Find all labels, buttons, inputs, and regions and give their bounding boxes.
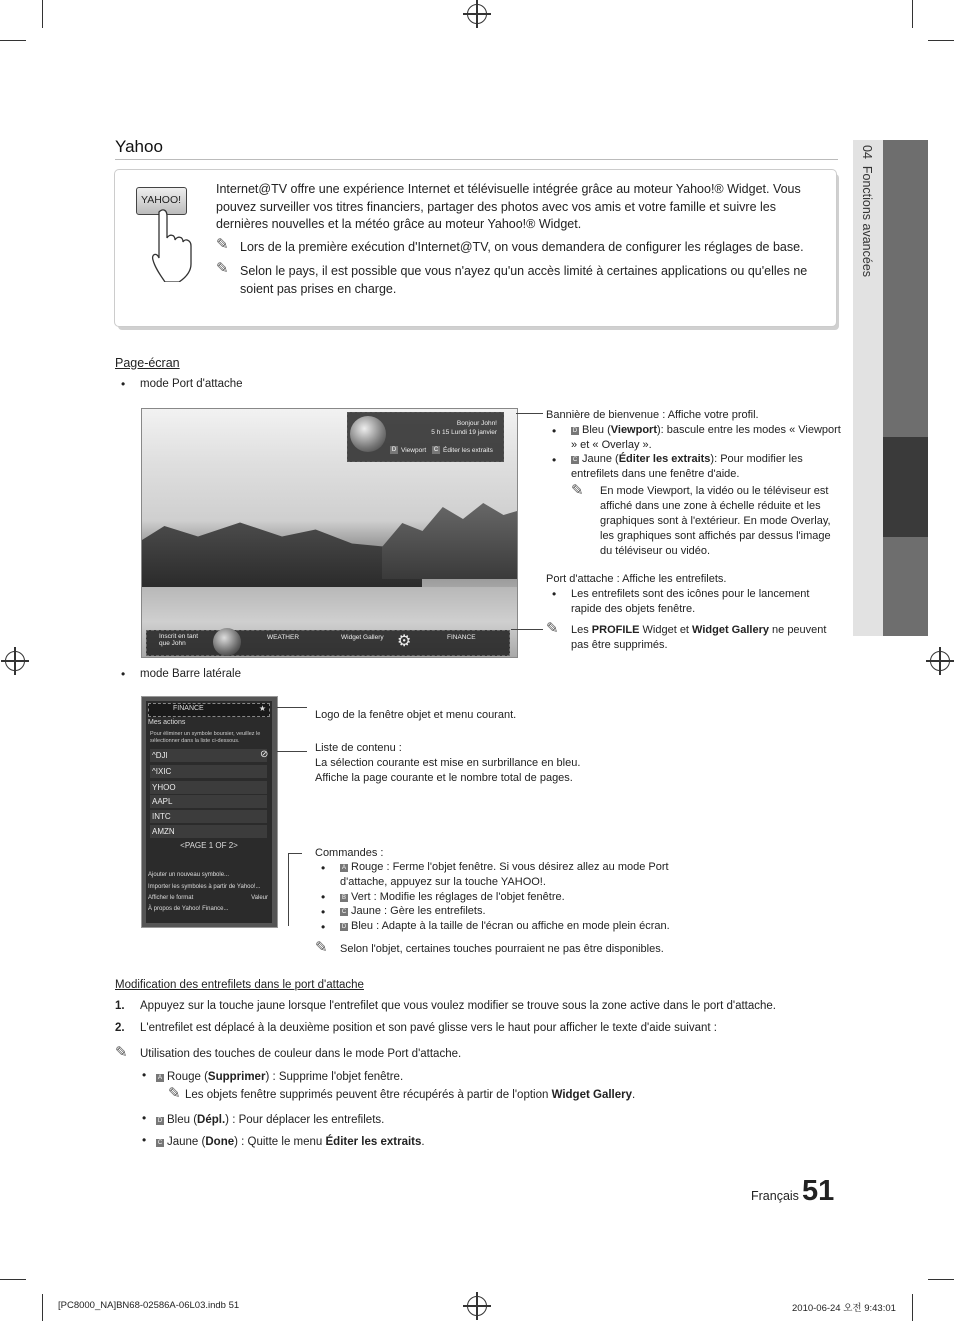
star-icon: ★ — [258, 704, 266, 713]
leader-line — [516, 413, 543, 414]
modify-blue: D Bleu (Dépl.) : Pour déplacer les entrefilets. — [157, 1114, 385, 1126]
content-line-2: Affiche la page courante et le nombre total de pages. — [315, 772, 573, 784]
greeting-text: Bonjour John! — [456, 420, 497, 427]
sidebar-panel — [146, 701, 272, 923]
mode-sidebar-label: mode Barre latérale — [140, 668, 241, 680]
note-icon: ✎ — [315, 939, 328, 956]
symbol-row[interactable]: ^DJI — [150, 749, 267, 762]
footer-file: [PC8000_NA]BN68-02586A-06L03.indb 51 — [58, 1300, 240, 1311]
sidebar-block — [883, 537, 928, 636]
welcome-blue-item: D Bleu (Viewport): bascule entre les modes « Viewport » et « Overlay ». — [571, 424, 841, 451]
sidebar-illustration — [141, 696, 278, 928]
bullet: • — [321, 861, 326, 875]
bullet: • — [321, 905, 326, 919]
delete-icon: ⊘ — [260, 749, 269, 760]
text: Jaune : Gère les entrefilets. — [351, 905, 486, 917]
datetime-text: 5 h 15 Lundi 19 janvier — [431, 429, 497, 436]
welcome-yellow-item: C Jaune (Éditer les extraits): Pour modifier les entrefilets dans une fenêtre d'aide. — [571, 453, 803, 480]
text: Rouge ( — [167, 1071, 208, 1083]
intro-paragraph: Internet@TV offre une expérience Internet et télévisuelle intégrée grâce au moteur Yahoo!® Widget. Vous pouvez surveiller vos titres financiers, partager des photos avec vos amis et votre famille et suivre les dernières nouvelles et la météo grâce au moteur Yahoo!® Widget. — [216, 182, 801, 231]
title-rule — [115, 159, 838, 160]
registration-mark — [930, 651, 950, 671]
content-line-1: La sélection courante est mise en surbrillance en bleu. — [315, 757, 581, 769]
logo-desc: Logo de la fenêtre objet et menu courant. — [315, 709, 517, 721]
text: Bleu ( — [167, 1114, 198, 1126]
note-icon: ✎ — [571, 482, 584, 499]
text: Éditer les extraits — [618, 453, 711, 465]
commands-title: Commandes : — [315, 847, 384, 859]
command-item[interactable]: Importer les symboles à partir de Yahoo!... — [148, 884, 261, 890]
footer-timestamp: 2010-06-24 오전 9:43:01 — [792, 1303, 896, 1314]
text: Dépl. — [197, 1114, 226, 1126]
text: . — [632, 1089, 636, 1101]
text: Vert : Modifie les réglages de l'objet fenêtre. — [351, 891, 565, 903]
text: Les — [571, 624, 592, 636]
chapter-tab — [853, 140, 883, 636]
bullet: • — [142, 1068, 147, 1082]
text: ) : Pour déplacer les entrefilets. — [225, 1114, 385, 1126]
dock-finance: FINANCE — [447, 634, 476, 641]
step-number: 2. — [115, 1022, 125, 1034]
tv-screen-illustration — [141, 408, 518, 658]
bullet: • — [121, 377, 126, 391]
crop-mark — [42, 1294, 43, 1321]
command-red: A Rouge : Ferme l'objet fenêtre. Si vous désirez allez au mode Port d'attache, appuyez sur la touche YAHOO!. — [340, 861, 669, 888]
note-icon: ✎ — [168, 1085, 181, 1102]
hint-text: Pour éliminer un symbole boursier, veuillez le sélectionner dans la liste ci-dessous. — [150, 731, 261, 744]
sidebar-block-active — [883, 437, 928, 537]
gear-icon: ⚙ — [397, 633, 412, 650]
yahoo-key-label: YAHOO! — [141, 194, 182, 206]
screen-heading: Page-écran — [115, 356, 180, 370]
tree-silhouette — [382, 499, 517, 579]
note-icon: ✎ — [546, 620, 559, 637]
content-title: Liste de contenu : — [315, 742, 402, 754]
text: ): Pour modifier les entrefilets dans une fenêtre d'aide. — [571, 453, 803, 480]
section-title: Yahoo — [115, 137, 163, 156]
edit-label: Éditer les extraits — [443, 447, 493, 454]
bullet: • — [321, 920, 326, 934]
modify-step-2: L'entrefilet est déplacé à la deuxième position et son pavé glisse vers le haut pour afficher le texte d'aide suivant : — [140, 1022, 717, 1034]
page-indicator: <PAGE 1 OF 2> — [180, 841, 238, 850]
leader-line — [277, 751, 307, 752]
text: Bleu ( — [582, 424, 611, 436]
symbol-row[interactable]: ^IXIC — [150, 765, 267, 778]
note-icon: ✎ — [115, 1044, 128, 1061]
hand-icon — [151, 208, 201, 282]
text: Jaune ( — [582, 453, 619, 465]
bullet: • — [552, 453, 557, 467]
step-number: 1. — [115, 1000, 125, 1012]
intro-note-2: Selon le pays, il est possible que vous n'ayez qu'un accès limité à certaines applications ou qu'elles ne soient pas prises en charge. — [240, 264, 808, 296]
crop-mark — [42, 0, 43, 28]
crop-mark — [928, 40, 954, 41]
edit-button[interactable]: C Éditer les extraits — [433, 447, 493, 454]
text: . — [421, 1136, 425, 1148]
dock-bar — [146, 630, 510, 656]
viewport-label: Viewport — [401, 447, 427, 454]
note-icon: ✎ — [216, 236, 229, 253]
house-silhouette — [142, 519, 422, 589]
finance-title: FINANCE — [173, 705, 204, 712]
text: Supprimer — [207, 1071, 266, 1083]
bullet: • — [321, 890, 326, 904]
note-icon: ✎ — [216, 260, 229, 277]
symbol-row[interactable]: AAPL — [150, 795, 267, 808]
modify-red-note — [185, 1088, 635, 1104]
actions-label: Mes actions — [148, 719, 186, 726]
text: Les objets fenêtre supprimés peuvent être récupérés à partir de l'option — [185, 1089, 552, 1101]
text: Éditer les extraits — [325, 1136, 422, 1148]
welcome-banner — [347, 412, 504, 462]
welcome-desc-title: Bannière de bienvenue : Affiche votre profil. — [546, 409, 759, 421]
crop-mark — [928, 1279, 954, 1280]
text: Bleu : Adapte à la taille de l'écran ou affiche en mode plein écran. — [351, 920, 670, 932]
registration-mark — [467, 4, 487, 24]
bullet: • — [142, 1133, 147, 1147]
text: PROFILE — [591, 624, 640, 636]
bullet: • — [142, 1111, 147, 1125]
chapter-number: 04 — [860, 145, 874, 159]
welcome-note: En mode Viewport, la vidéo ou le téléviseur est affiché dans une zone à échelle réduite et les graphiques sont à l'extérieur. En mode Overlay, les graphiques sont affichés par dessus l'image du téléviseur ou vidéo. — [600, 485, 831, 557]
command-item[interactable]: Ajouter un nouveau symbole... — [148, 872, 230, 878]
command-item[interactable]: Afficher le format — [148, 895, 194, 901]
crop-mark — [912, 1294, 913, 1321]
crop-mark — [0, 1279, 26, 1280]
dock-desc-note — [571, 623, 841, 653]
modify-yellow: C Jaune (Done) : Quitte le menu Éditer les extraits. — [157, 1136, 425, 1148]
symbol-row[interactable]: YHOO — [150, 781, 267, 794]
command-yellow: C Jaune : Gère les entrefilets. — [341, 905, 486, 917]
text: Rouge : Ferme l'objet fenêtre. Si vous désirez allez au mode Port d'attache, appuyez sur la touche YAHOO!. — [340, 861, 669, 888]
footer-language: Français — [751, 1189, 799, 1203]
mode-dock-label: mode Port d'attache — [140, 378, 243, 390]
modify-heading: Modification des entrefilets dans le port d'attache — [115, 979, 364, 991]
registration-mark — [467, 1296, 487, 1316]
text: ne peuvent pas être supprimés. — [571, 624, 827, 651]
text: Widget Gallery — [551, 1089, 632, 1101]
text: Viewport — [610, 424, 658, 436]
command-blue: D Bleu : Adapte à la taille de l'écran ou affiche en mode plein écran. — [341, 920, 670, 932]
commands-note: Selon l'objet, certaines touches pourraient ne pas être disponibles. — [340, 943, 664, 955]
dock-gallery: Widget Gallery — [341, 634, 384, 641]
registration-mark — [5, 651, 25, 671]
finance-header — [148, 703, 270, 717]
text: Widget Gallery — [692, 624, 769, 636]
intro-note-1: Lors de la première exécution d'Internet@TV, on vous demandera de configurer les réglages de base. — [240, 240, 804, 254]
modify-note: Utilisation des touches de couleur dans le mode Port d'attache. — [140, 1048, 462, 1060]
dock-desc-item: Les entrefilets sont des icônes pour le lancement rapide des objets fenêtre. — [571, 588, 810, 615]
dock-weather: WEATHER — [267, 634, 300, 641]
text: ): bascule entre les modes « Viewport » et « Overlay ». — [571, 424, 841, 451]
intro-box — [115, 170, 836, 326]
chapter-title: Fonctions avancées — [860, 165, 874, 278]
leader-line — [277, 707, 307, 708]
command-item[interactable]: À propos de Yahoo! Finance... — [148, 906, 229, 912]
text: Widget et — [639, 624, 693, 636]
chapter-label — [860, 145, 874, 277]
bullet: • — [552, 424, 557, 438]
leader-line — [288, 853, 289, 926]
text: Done — [205, 1136, 235, 1148]
dock-desc-title: Port d'attache : Affiche les entrefilets. — [546, 573, 727, 585]
bullet: • — [121, 667, 126, 681]
symbol-row[interactable]: AMZN — [150, 825, 267, 838]
symbol-row[interactable]: INTC — [150, 810, 267, 823]
modify-step-1: Appuyez sur la touche jaune lorsque l'entrefilet que vous voulez modifier se trouve sous la zone active dans le port d'attache. — [140, 1000, 776, 1012]
modify-red: A Rouge (Supprimer) : Supprime l'objet fenêtre. — [157, 1071, 404, 1083]
page-number: 51 — [802, 1175, 835, 1207]
bullet: • — [552, 587, 557, 601]
viewport-button[interactable]: D Viewport — [391, 447, 427, 454]
globe-icon — [350, 416, 386, 452]
text: Jaune ( — [167, 1136, 206, 1148]
leader-line — [288, 853, 302, 854]
text: ) : Quitte le menu — [234, 1136, 326, 1148]
command-green: B Vert : Modifie les réglages de l'objet fenêtre. — [341, 891, 565, 903]
text: ) : Supprime l'objet fenêtre. — [265, 1071, 404, 1083]
globe-icon — [213, 628, 241, 656]
crop-mark — [0, 40, 26, 41]
sidebar-block — [883, 140, 928, 437]
value-label: Valeur — [251, 895, 268, 901]
crop-mark — [912, 0, 913, 28]
leader-line — [511, 629, 543, 630]
dock-login: Inscrit en tant que John — [159, 633, 199, 647]
